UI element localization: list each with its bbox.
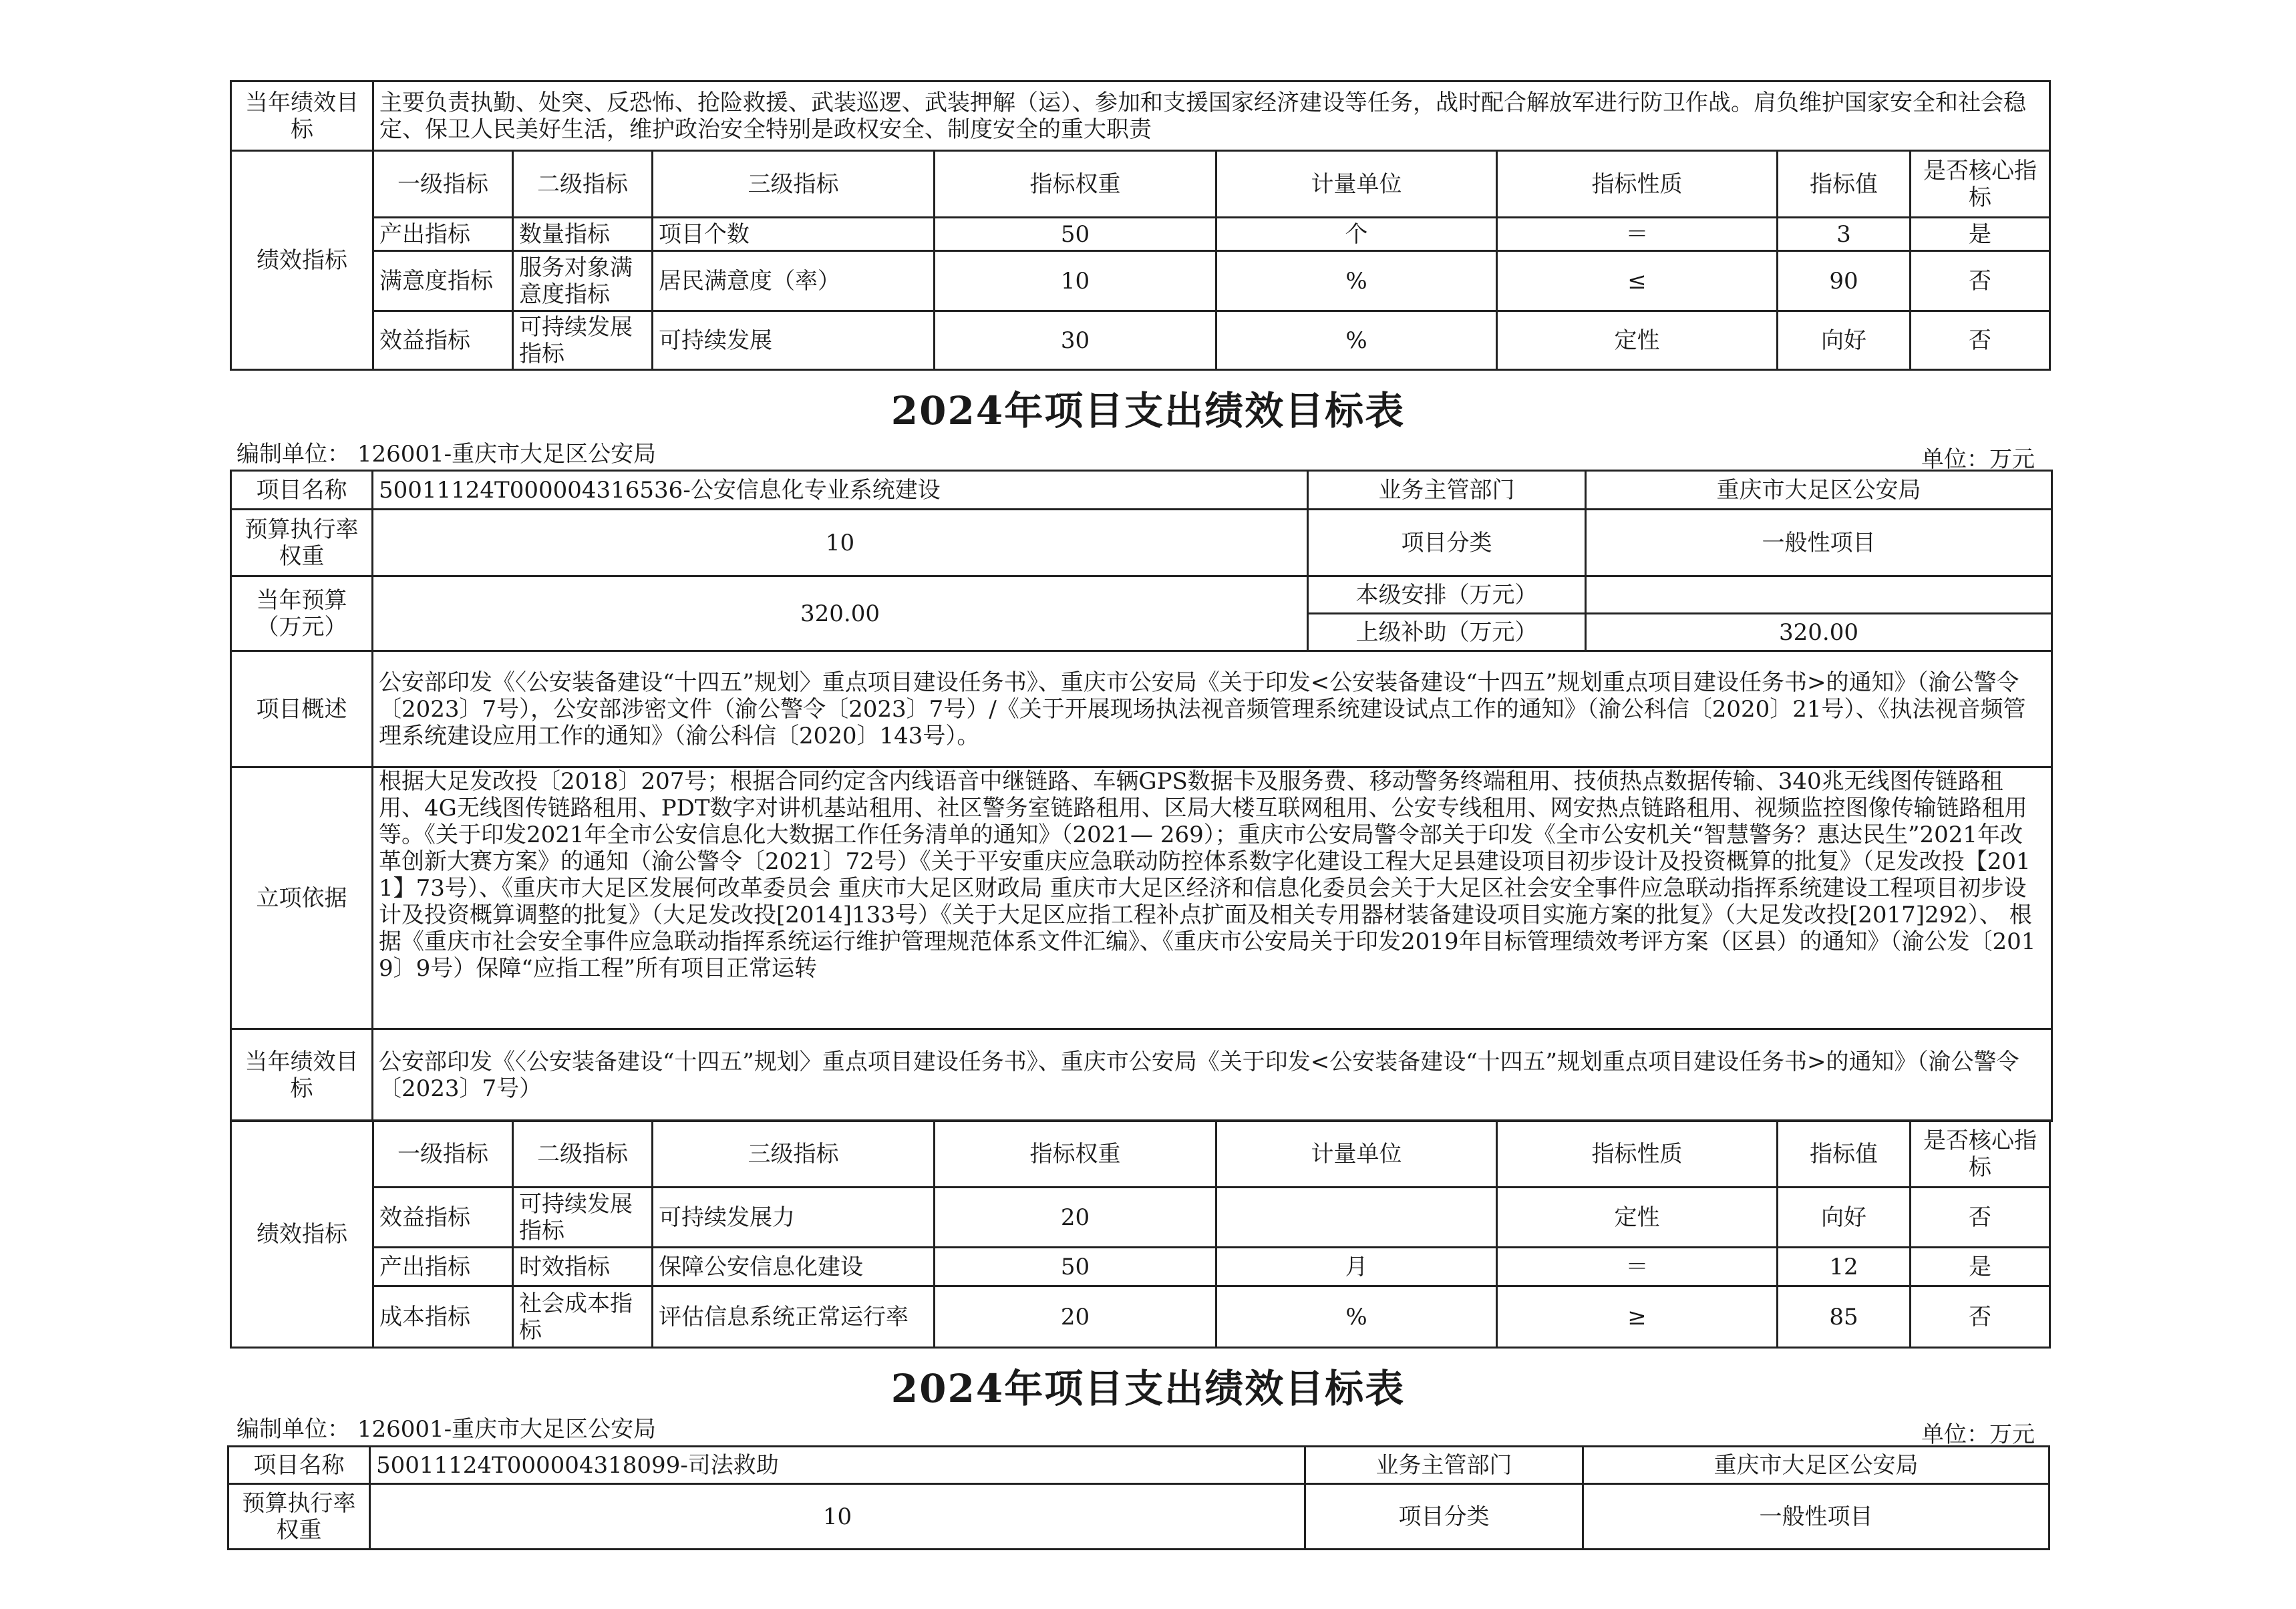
table-cell: 否	[1910, 311, 2049, 370]
table-cell: 居民满意度（率）	[652, 251, 934, 311]
goal-label: 当年绩效目标	[231, 81, 373, 151]
header-cell: 计量单位	[1216, 1121, 1496, 1188]
header-cell: 是否核心指标	[1910, 1121, 2049, 1188]
block1-title: 2024年项目支出绩效目标表	[890, 388, 1406, 433]
block0-table	[230, 80, 2051, 371]
overview-label: 项目概述	[231, 651, 373, 767]
table-cell: 时效指标	[513, 1248, 653, 1286]
table-cell: 可持续发展指标	[513, 311, 653, 370]
block1-header-table	[230, 470, 2053, 1122]
table-cell: 85	[1777, 1286, 1910, 1348]
table-cell: 满意度指标	[373, 251, 513, 311]
table-cell: 效益指标	[373, 1188, 513, 1248]
table-cell: 社会成本指标	[513, 1286, 653, 1348]
project-name-label: 项目名称	[231, 471, 373, 510]
table-cell: 否	[1910, 251, 2049, 311]
table-cell: 可持续发展指标	[513, 1188, 653, 1248]
dept-value: 重庆市大足区公安局	[1586, 471, 2052, 510]
table-cell: 是	[1910, 218, 2049, 251]
header-cell: 一级指标	[373, 151, 513, 218]
goal-label: 当年绩效目标	[231, 1029, 373, 1121]
header-cell: 指标性质	[1496, 1121, 1777, 1188]
project-name: 50011124T000004316536-公安信息化专业系统建设	[373, 471, 1308, 510]
table-cell: 可持续发展	[652, 311, 934, 370]
table-cell: 月	[1216, 1248, 1496, 1286]
project-name: 50011124T000004318099-司法救助	[370, 1447, 1305, 1484]
table-cell: 30	[934, 311, 1216, 370]
header-cell: 指标值	[1777, 151, 1910, 218]
header-cell: 三级指标	[652, 151, 934, 218]
table-cell: 数量指标	[513, 218, 653, 251]
header-cell: 指标权重	[934, 1121, 1216, 1188]
block2-currency-unit: 单位：万元	[1921, 1421, 2035, 1448]
table-cell: 定性	[1496, 1188, 1777, 1248]
header-cell: 计量单位	[1216, 151, 1496, 218]
dept-label: 业务主管部门	[1308, 471, 1586, 510]
header-cell: 二级指标	[513, 151, 653, 218]
compiling-unit-name: 126001-重庆市大足区公安局	[357, 1416, 657, 1443]
table-cell: 20	[934, 1188, 1216, 1248]
budget-value: 320.00	[373, 576, 1308, 651]
category-label: 项目分类	[1305, 1484, 1583, 1550]
dept-label: 业务主管部门	[1305, 1447, 1583, 1484]
header-cell: 一级指标	[373, 1121, 513, 1188]
weight-label: 预算执行率权重	[231, 510, 373, 576]
table-cell: 50	[934, 218, 1216, 251]
block2-compiling-unit	[236, 1411, 656, 1443]
goal-text: 公安部印发《〈公安装备建设“十四五”规划〉重点项目建设任务书》、重庆市公安局《关于印发<公安装备建设“十四五”规划重点项目建设任务书>的通知》（渝公警令〔2023〕7号）	[373, 1029, 2052, 1121]
table-cell: 向好	[1777, 311, 1910, 370]
table-cell	[1216, 1188, 1496, 1248]
table-cell: 50	[934, 1248, 1216, 1286]
perf-label: 绩效指标	[231, 151, 373, 370]
table-cell: 产出指标	[373, 1248, 513, 1286]
basis-label: 立项依据	[231, 767, 373, 1029]
table-cell: 个	[1216, 218, 1496, 251]
table-cell: 项目个数	[652, 218, 934, 251]
table-cell: 3	[1777, 218, 1910, 251]
table-cell: ≤	[1496, 251, 1777, 311]
compiling-unit-name: 126001-重庆市大足区公安局	[357, 441, 657, 468]
table-cell: ＝	[1496, 1248, 1777, 1286]
table-cell: ＝	[1496, 218, 1777, 251]
block2-header-table	[227, 1445, 2050, 1550]
weight-value: 10	[373, 510, 1308, 576]
local-label: 本级安排（万元）	[1308, 576, 1586, 614]
header-cell: 二级指标	[513, 1121, 653, 1188]
table-cell: 10	[934, 251, 1216, 311]
table-cell: 否	[1910, 1286, 2049, 1348]
category-value: 一般性项目	[1583, 1484, 2049, 1550]
table-cell: %	[1216, 251, 1496, 311]
project-name-label: 项目名称	[228, 1447, 370, 1484]
block2-title: 2024年项目支出绩效目标表	[890, 1366, 1406, 1411]
compiling-unit-label: 编制单位：	[236, 1416, 350, 1443]
table-cell: 可持续发展力	[652, 1188, 934, 1248]
block1-compiling-unit	[236, 435, 656, 468]
table-cell: ≥	[1496, 1286, 1777, 1348]
table-cell: 向好	[1777, 1188, 1910, 1248]
table-cell: 成本指标	[373, 1286, 513, 1348]
table-cell: %	[1216, 311, 1496, 370]
upper-label: 上级补助（万元）	[1308, 614, 1586, 651]
dept-value: 重庆市大足区公安局	[1583, 1447, 2049, 1484]
local-value	[1586, 576, 2052, 614]
category-value: 一般性项目	[1586, 510, 2052, 576]
table-cell: 20	[934, 1286, 1216, 1348]
budget-label: 当年预算（万元）	[231, 576, 373, 651]
goal-text: 主要负责执勤、处突、反恐怖、抢险救援、武装巡逻、武装押解（运）、参加和支援国家经济建设等任务，战时配合解放军进行防卫作战。肩负维护国家安全和社会稳定、保卫人民美好生活，维护政治安全特别是政权安全、制度安全的重大职责	[373, 81, 2050, 151]
weight-value: 10	[370, 1484, 1305, 1550]
table-cell: 12	[1777, 1248, 1910, 1286]
table-cell: 定性	[1496, 311, 1777, 370]
header-cell: 指标性质	[1496, 151, 1777, 218]
header-cell: 指标权重	[934, 151, 1216, 218]
basis-text: 根据大足发改投〔2018〕207号；根据合同约定含内线语音中继链路、车辆GPS数据卡及服务费、移动警务终端租用、技侦热点数据传输、340兆无线图传链路租用、4G无线图传链路租用、PDT数字对讲机基站租用、社区警务室链路租用、区局大楼互联网租用、公安专线租用、网安热点链路租用、视频监控图像传输链路租用等。《关于印发2021年全市公安信息化大数据工作任务清单的通知》（2021— 269）；重庆市公安局警令部关于印发《全市公安机关“智慧警务？惠达民生”2021年改革创新大赛方案》的通知（渝公警令〔2021〕72号）《关于平安重庆应急联动防控体系数字化建设工程大足县建设项目初步设计及投资概算的批复》（足发改投【2011】73号）、《重庆市大足区发展何改革委员会 重庆市大足区财政局 重庆市大足区经济和信息化委员会关于大足区社会安全事件应急联动指挥系统建设工程项目初步设计及投资概算调整的批复》（大足发改投[2014]133号）《关于大足区应指工程补点扩面及相关专用器材装备建设项目实施方案的批复》（大足发改投[2017]292）、 根据《重庆市社会安全事件应急联动指挥系统运行维护管理规范体系文件汇编》、《重庆市公安局关于印发2019年目标管理绩效考评方案（区县）的通知》（渝公发〔2019〕9号）保障“应指工程”所有项目正常运转	[373, 767, 2052, 1029]
table-cell: 否	[1910, 1188, 2049, 1248]
table-cell: 产出指标	[373, 218, 513, 251]
block1-perf-table	[230, 1119, 2051, 1349]
table-cell: %	[1216, 1286, 1496, 1348]
table-cell: 90	[1777, 251, 1910, 311]
header-cell: 三级指标	[652, 1121, 934, 1188]
header-cell: 指标值	[1777, 1121, 1910, 1188]
table-cell: 评估信息系统正常运行率	[652, 1286, 934, 1348]
category-label: 项目分类	[1308, 510, 1586, 576]
table-cell: 是	[1910, 1248, 2049, 1286]
overview-text: 公安部印发《〈公安装备建设“十四五”规划〉重点项目建设任务书》、重庆市公安局《关于印发<公安装备建设“十四五”规划重点项目建设任务书>的通知》（渝公警令〔2023〕7号），公安部涉密文件（渝公警令〔2023〕7号）/《关于开展现场执法视音频管理系统建设试点工作的通知》（渝公科信〔2020〕21号）、《执法视音频管理系统建设应用工作的通知》（渝公科信〔2020〕143号）。	[373, 651, 2052, 767]
table-cell: 保障公安信息化建设	[652, 1248, 934, 1286]
header-cell: 是否核心指标	[1910, 151, 2049, 218]
weight-label: 预算执行率权重	[228, 1484, 370, 1550]
block1-currency-unit: 单位：万元	[1921, 446, 2035, 473]
table-cell: 效益指标	[373, 311, 513, 370]
perf-label: 绩效指标	[231, 1121, 373, 1348]
upper-value: 320.00	[1586, 614, 2052, 651]
compiling-unit-label: 编制单位：	[236, 441, 350, 468]
table-cell: 服务对象满意度指标	[513, 251, 653, 311]
